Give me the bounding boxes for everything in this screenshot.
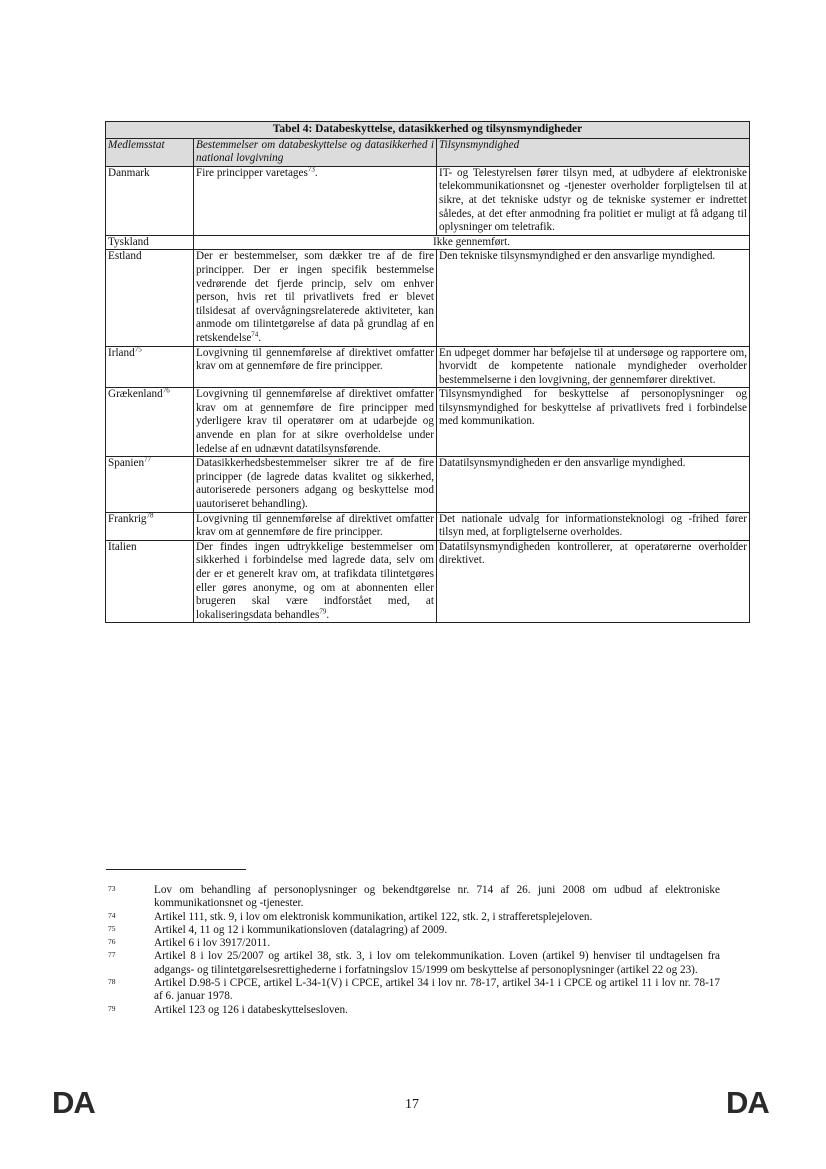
footnote: 75 Artikel 4, 11 og 12 i kommunikationsloven (datalagring) af 2009. (108, 923, 448, 936)
table-row (106, 250, 750, 346)
cell-authority: IT- og Telestyrelsen fører tilsyn med, at udbydere af elektroniske telekommunikationsnet og -tjenester overholder forpligtelsen til at sikre, at det tekniske udstyr og de tekniske systemer er indrettet således, at det efter anmodning fra politiet er muligt at få adgang til oplysninger om teletrafik. (437, 166, 750, 235)
cell-state: Irland$^{75}$ (106, 346, 194, 388)
cell-merged: Ikke gennemført. (194, 235, 750, 250)
data-protection-table (105, 121, 750, 623)
header-member-state: Medlemsstat (106, 138, 194, 166)
cell-provisions: Datasikkerhedsbestemmelser sikrer tre af de fire principper (de lagrede datas kvalitet og sikkerhed, autoriserede personers adgang og beskyttelse mod uautoriseret behandling). (194, 457, 437, 512)
table-row (106, 512, 750, 540)
table-row (106, 540, 750, 623)
cell-provisions: Der findes ingen udtrykkelige bestemmelser om sikkerhed i forbindelse med lagrede data, selv om der er et generelt krav om, at trafikdata tilintetgøres eller gøres anonyme, og om at abonnenten eller brugeren skal være indforstået med, at lokaliseringsdata behandles$^{79}$. (194, 540, 437, 623)
language-mark-left: DA (52, 1085, 95, 1120)
cell-state: Spanien$^{77}$ (106, 457, 194, 512)
header-provisions: Bestemmelser om databeskyttelse og datasikkerhed i national lovgivning (194, 138, 437, 166)
footnote: 77 Artikel 8 i lov 25/2007 og artikel 38, stk. 3, i lov om telekommunikation. Loven (artikel 9) henviser til undtagelsen fra adgangs- og tilintetgørelsesrettighederne i forfatningslov 15/1999 om beskyttelse af personoplysninger (artikel 22 og 23). (108, 950, 720, 976)
cell-state: Estland (106, 250, 194, 346)
cell-provisions: Lovgivning til gennemførelse af direktivet omfatter krav om at gennemføre de fire principper med yderligere krav til operatører om at udarbejde og anvende en plan for at sikre overholdelse under ledelse af en udnævnt datatilsynsførende. (194, 388, 437, 457)
table-row (106, 346, 750, 388)
table-caption: Tabel 4: Databeskyttelse, datasikkerhed og tilsynsmyndigheder (106, 122, 750, 139)
cell-provisions: Der er bestemmelser, som dækker tre af de fire principper. Der er ingen specifik bestemmelse vedrørende det fjerde princip, selv om enhver person, hvis ret til privatlivets fred er blevet tilsidesat af overvågningsrelaterede aktiviteter, kan anmode om tilintetgørelse af data på grundlag af en retskendelse$^{74}$. (194, 250, 437, 346)
footnote: 78 Artikel D.98-5 i CPCE, artikel L-34-1(V) i CPCE, artikel 34 i lov nr. 78-17, artikel 34-1 i CPCE og artikel 11 i lov nr. 78-17 af 6. januar 1978. (108, 977, 720, 1003)
cell-provisions: Lovgivning til gennemførelse af direktivet omfatter krav om at gennemføre de fire principper. (194, 346, 437, 388)
cell-state: Grækenland$^{76}$ (106, 388, 194, 457)
header-authority: Tilsynsmyndighed (437, 138, 750, 166)
table-row (106, 457, 750, 512)
cell-state: Danmark (106, 166, 194, 235)
footnote-divider (106, 869, 246, 870)
page-number: 17 (405, 1097, 419, 1112)
footnote: 73 Lov om behandling af personoplysninger og bekendtgørelse nr. 714 af 26. juni 2008 om udbud af elektroniske kommunikationsnet og -tjenester. (108, 884, 720, 910)
table-row (106, 235, 750, 250)
cell-state: Tyskland (106, 235, 194, 250)
cell-authority: Datatilsynsmyndigheden er den ansvarlige myndighed. (437, 457, 750, 512)
cell-authority: En udpeget dommer har beføjelse til at undersøge og rapportere om, hvorvidt de kompetente nationale myndigheder overholder bestemmelserne i den lovgivning, der gennemfører direktivet. (437, 346, 750, 388)
language-mark-right: DA (726, 1085, 769, 1120)
footnote: 76 Artikel 6 i lov 3917/2011. (108, 937, 271, 950)
footnotes (108, 884, 720, 1017)
cell-authority: Det nationale udvalg for informationsteknologi og -frihed fører tilsyn med, at forpligtelserne overholdes. (437, 512, 750, 540)
cell-provisions: Fire principper varetages$^{73}$. (194, 166, 437, 235)
footnote: 74 Artikel 111, stk. 9, i lov om elektronisk kommunikation, artikel 122, stk. 2, i strafferetsplejeloven. (108, 910, 593, 923)
footnote: 79 Artikel 123 og 126 i databeskyttelsesloven. (108, 1003, 348, 1016)
cell-state: Italien (106, 540, 194, 623)
cell-authority: Tilsynsmyndighed for beskyttelse af personoplysninger og tilsynsmyndighed for beskyttelse af privatlivets fred i forbindelse med kommunikation. (437, 388, 750, 457)
table-row (106, 388, 750, 457)
cell-provisions: Lovgivning til gennemførelse af direktivet omfatter krav om at gennemføre de fire principper. (194, 512, 437, 540)
cell-authority: Datatilsynsmyndigheden kontrollerer, at operatørerne overholder direktivet. (437, 540, 750, 623)
table-row (106, 166, 750, 235)
cell-state: Frankrig$^{78}$ (106, 512, 194, 540)
cell-authority: Den tekniske tilsynsmyndighed er den ansvarlige myndighed. (437, 250, 750, 346)
